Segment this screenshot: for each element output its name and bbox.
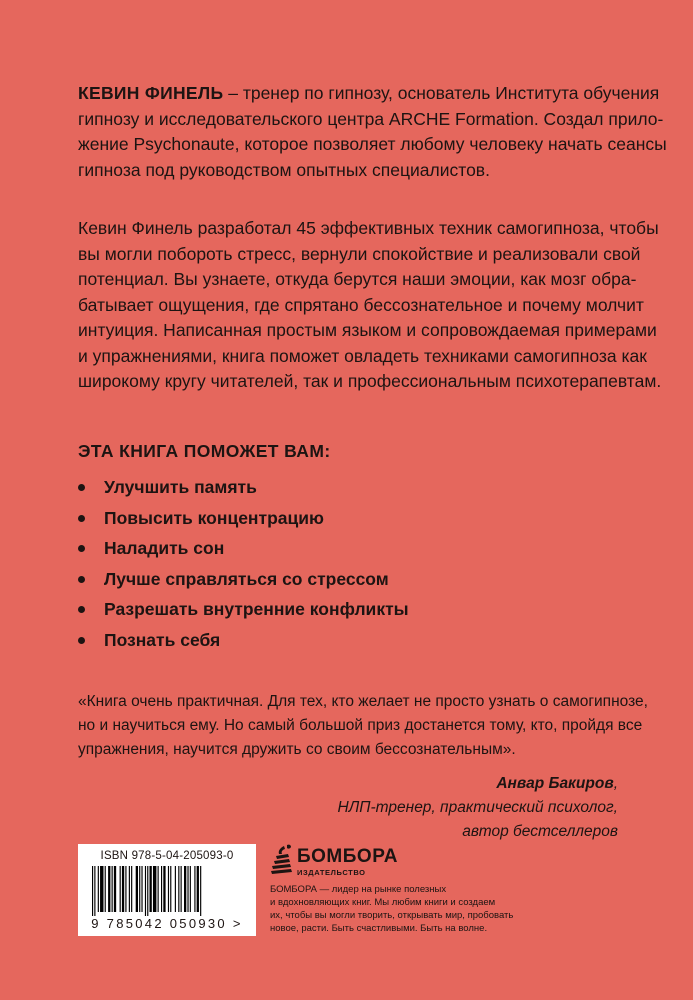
barcode-bar	[136, 866, 138, 912]
barcode-bar	[187, 866, 188, 912]
barcode-bar	[181, 866, 182, 912]
publisher-description: БОМБОРА — лидер на рынке полезных и вдохновляющих книг. Мы любим книги и создаем их, чтобы вы могли творить, открывать мир, пробовать новое, расти. Быть счастливыми. Быть на волне.	[270, 884, 514, 934]
barcode-bar	[108, 866, 110, 912]
barcode-bar	[139, 866, 140, 912]
barcode-bar	[122, 866, 124, 912]
publisher-name: БОМБОРА	[297, 846, 398, 867]
quote-attribution: Анвар Бакиров, НЛП-тренер, практический психолог, автор бестселлеров	[337, 772, 618, 844]
benefit-item: Познать себя	[78, 629, 618, 651]
barcode-bar	[131, 866, 132, 912]
description-text: Кевин Финель разработал 45 эффективных техник самогипноза, чтобы вы могли побороть стресс, вернули спокойствие и реализовали свой потенциал. Вы узнаете, откуда берутся наши эмоции, как мозг обра- батывает ощущения, где спрятано бессознательное и почему молчит интуиция. Написанная простым языком и сопровождаемая примерами и упражнениями, книга поможет овладеть техниками самогипноза как широкому кругу читателей, так и профессиональным психотерапевтам.	[78, 218, 662, 391]
bullet-icon	[78, 484, 85, 491]
barcode-bar	[125, 866, 126, 912]
barcode-bar	[98, 866, 99, 912]
author-name: КЕВИН ФИНЕЛЬ	[78, 83, 224, 103]
barcode-bar	[184, 866, 186, 912]
benefit-item: Повысить концентрацию	[78, 507, 618, 529]
benefit-item: Лучше справляться со стрессом	[78, 568, 618, 590]
isbn-barcode	[78, 844, 256, 936]
barcode-bar	[100, 866, 103, 912]
quote-author: Анвар Бакиров	[496, 775, 614, 792]
bullet-icon	[78, 576, 85, 583]
publisher-subtitle: ИЗДАТЕЛЬСТВО	[297, 868, 366, 877]
benefit-item: Разрешать внутренние конфликты	[78, 598, 618, 620]
barcode-bar	[105, 866, 106, 912]
benefit-item: Наладить сон	[78, 537, 618, 559]
barcode-bar	[141, 866, 142, 912]
bullet-icon	[78, 637, 85, 644]
barcode-bar	[114, 866, 116, 912]
barcode-bar	[200, 866, 201, 916]
quote-author-role: НЛП-тренер, практический психолог,	[337, 799, 618, 816]
barcode-digits: 9 785042 050930 >	[91, 916, 243, 931]
barcode-bar	[150, 866, 152, 912]
barcode-bar	[129, 866, 130, 912]
barcode-bar	[178, 866, 179, 912]
barcode-bar	[120, 866, 121, 912]
author-bio-text: КЕВИН ФИНЕЛЬ – тренер по гипнозу, основатель Института обучения гипнозу и исследовательского центра ARCHE Formation. Создал прило- жение Psychonaute, которое позволяет любому человеку начать сеансы гипноза под руководством опытных специалистов.	[78, 83, 667, 180]
quote-text: «Книга очень практичная. Для тех, кто желает не просто узнать о самогипнозе, но и научиться ему. Но самый большой приз достанется тому, кто, пройдя все упражнения, научится дружить со своим бессознательным».	[78, 693, 648, 758]
barcode-bar	[158, 866, 159, 912]
barcode-bar	[92, 866, 93, 916]
barcode-bar	[170, 866, 171, 912]
barcode-bar	[153, 866, 156, 912]
barcode-bar	[194, 866, 195, 912]
barcode-bar	[94, 866, 95, 916]
barcode-bars	[88, 866, 246, 916]
bullet-icon	[78, 606, 85, 613]
barcode-bar	[168, 866, 169, 912]
barcode-bar	[145, 866, 146, 916]
barcode-bar	[161, 866, 162, 912]
barcode-bar	[175, 866, 176, 912]
book-description	[78, 216, 662, 395]
author-bio	[78, 81, 667, 183]
benefits-list	[78, 476, 618, 651]
benefits-heading: ЭТА КНИГА ПОМОЖЕТ ВАМ:	[78, 441, 331, 461]
barcode-bar	[190, 866, 191, 912]
quote-author-role-2: автор бестселлеров	[462, 823, 618, 840]
benefits-section	[78, 440, 618, 659]
bullet-icon	[78, 545, 85, 552]
isbn-label: ISBN 978-5-04-205093-0	[100, 850, 234, 862]
barcode-bar	[197, 866, 199, 912]
barcode-bar	[112, 866, 113, 912]
barcode-bar	[163, 866, 165, 912]
review-quote	[78, 690, 648, 762]
bullet-icon	[78, 515, 85, 522]
barcode-bar	[147, 866, 148, 916]
benefit-item: Улучшить память	[78, 476, 618, 498]
